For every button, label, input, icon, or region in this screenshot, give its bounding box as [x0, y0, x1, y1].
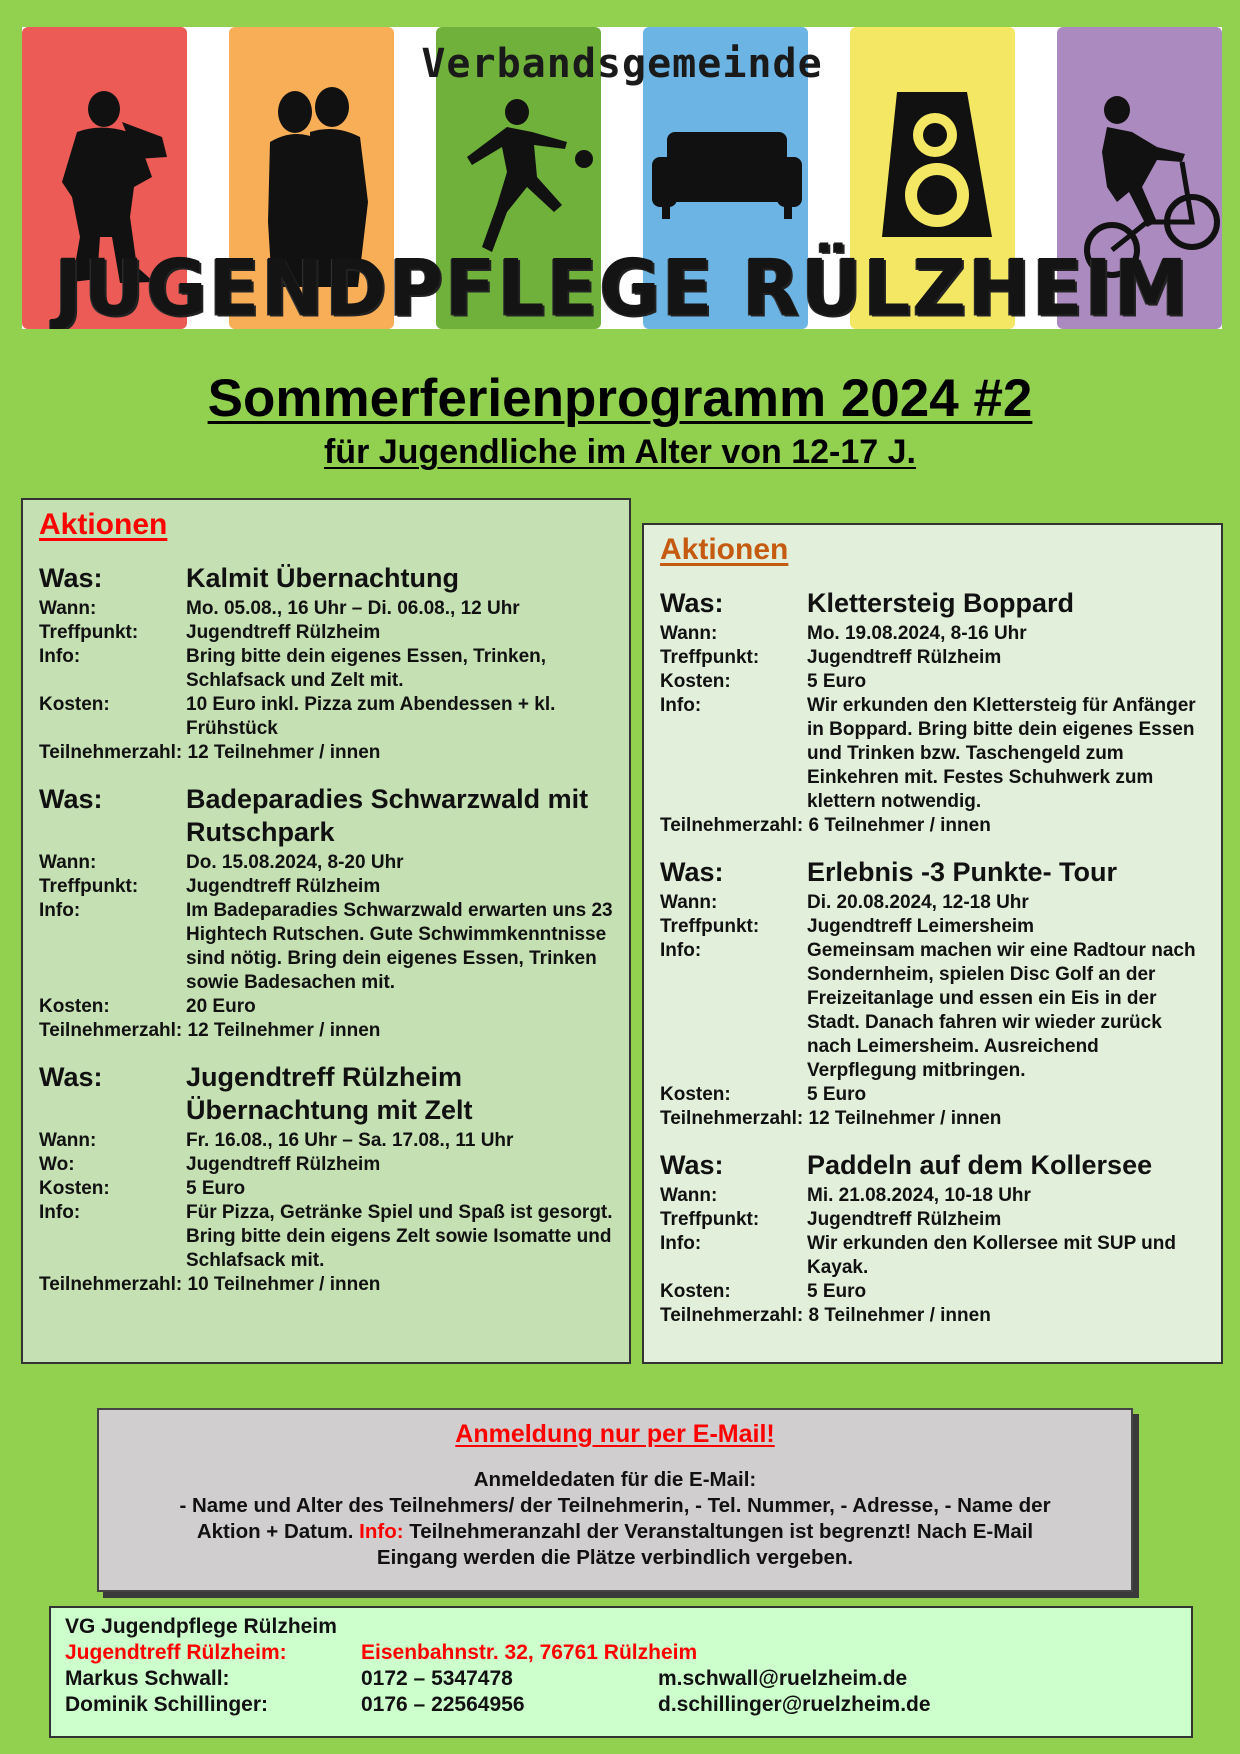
contact-person-line [65, 1692, 1177, 1718]
row-value: Jugendtreff Leimersheim [807, 916, 1034, 937]
row-label: Treffpunkt: [39, 622, 139, 643]
registration-line-3a: Aktion + Datum. [196, 1520, 360, 1543]
registration-box [97, 1408, 1133, 1592]
row-label: Wann: [660, 892, 718, 913]
row-value: Mo. 19.08.2024, 8-16 Uhr [807, 623, 1027, 644]
participants: Teilnehmerzahl: 12 Teilnehmer / innen [660, 1108, 1002, 1129]
row-value: Jugendtreff Rülzheim [807, 647, 1002, 668]
row-value: Jugendtreff Rülzheim [186, 876, 381, 897]
row-value: Wir erkunden den Kollersee mit SUP und Kayak. [807, 1233, 1176, 1278]
contact-email[interactable]: d.schillinger@ruelzheim.de [658, 1693, 931, 1716]
event-card [660, 1149, 1205, 1328]
was-label: Was: [660, 857, 724, 887]
row-value: 5 Euro [807, 1084, 867, 1105]
contact-venue-label: Jugendtreff Rülzheim: [65, 1641, 287, 1664]
registration-info-label: Info: [359, 1520, 404, 1543]
page-subtitle: für Jugendliche im Alter von 12-17 J. [323, 433, 916, 471]
page-title: Sommerferienprogramm 2024 #2 [207, 369, 1033, 428]
contact-org: VG Jugendpflege Rülzheim [65, 1615, 337, 1638]
row-value: Jugendtreff Rülzheim [186, 1154, 381, 1175]
event-title: Paddeln auf dem Kollersee [807, 1150, 1153, 1180]
row-value: Di. 20.08.2024, 12-18 Uhr [807, 892, 1029, 913]
banner-subtitle: Verbandsgemeinde [421, 41, 823, 87]
row-label: Treffpunkt: [660, 1209, 760, 1230]
contact-venue-line [65, 1640, 1177, 1666]
row-label: Treffpunkt: [660, 647, 760, 668]
row-value: 5 Euro [186, 1178, 246, 1199]
event-card [660, 587, 1205, 838]
event-title: Klettersteig Boppard [807, 588, 1075, 618]
contact-name: Dominik Schillinger: [65, 1693, 269, 1716]
row-value: 20 Euro [186, 996, 256, 1017]
contact-email[interactable]: m.schwall@ruelzheim.de [658, 1667, 908, 1690]
row-label: Treffpunkt: [39, 876, 139, 897]
row-value: Jugendtreff Rülzheim [807, 1209, 1002, 1230]
event-card [660, 856, 1205, 1131]
row-label: Info: [39, 1202, 81, 1223]
activities-box-right [642, 523, 1223, 1364]
row-label: Info: [660, 940, 702, 961]
contact-phone: 0172 – 5347478 [361, 1667, 513, 1690]
box-heading: Aktionen [39, 508, 168, 541]
contact-phone: 0176 – 22564956 [361, 1693, 525, 1716]
was-label: Was: [660, 1150, 724, 1180]
registration-line-3b: Teilnehmeranzahl der Veranstaltungen ist begrenzt! Nach E-Mail [403, 1520, 1034, 1543]
row-label: Kosten: [660, 1281, 731, 1302]
header-banner [22, 27, 1222, 329]
box-heading: Aktionen [660, 533, 789, 566]
was-label: Was: [39, 1062, 103, 1092]
row-value: Im Badeparadies Schwarzwald erwarten uns 23 Hightech Rutschen. Gute Schwimmkenntnisse sind nötig. Bring dein eigenes Essen, Trinken sowie Badesachen mit. [186, 900, 613, 993]
row-value: Für Pizza, Getränke Spiel und Spaß ist gesorgt. Bring bitte dein eigens Zelt sowie Isomatte und Schlafsack mit. [186, 1202, 613, 1271]
row-value: 10 Euro inkl. Pizza zum Abendessen + kl. Frühstück [186, 694, 556, 739]
activities-box-left [21, 498, 631, 1364]
contact-person-line [65, 1666, 1177, 1692]
speaker-icon [877, 87, 997, 247]
participants: Teilnehmerzahl: 12 Teilnehmer / innen [39, 742, 381, 763]
row-value: Bring bitte dein eigenes Essen, Trinken, Schlafsack und Zelt mit. [186, 646, 547, 691]
row-label: Treffpunkt: [660, 916, 760, 937]
registration-line-2: - Name und Alter des Teilnehmers/ der Teilnehmerin, - Tel. Nummer, - Adresse, - Name der [179, 1494, 1051, 1517]
participants: Teilnehmerzahl: 12 Teilnehmer / innen [39, 1020, 381, 1041]
event-title: Jugendtreff Rülzheim Übernachtung mit Zelt [186, 1062, 473, 1125]
row-value: Mo. 05.08., 16 Uhr – Di. 06.08., 12 Uhr [186, 598, 520, 619]
contact-box [49, 1606, 1193, 1738]
event-title: Badeparadies Schwarzwald mit Rutschpark [186, 784, 589, 847]
contact-org-line [65, 1614, 1177, 1640]
row-value: Fr. 16.08., 16 Uhr – Sa. 17.08., 11 Uhr [186, 1130, 514, 1151]
registration-line-3 [99, 1519, 1131, 1545]
event-card [39, 783, 613, 1043]
was-label: Was: [660, 588, 724, 618]
registration-line-1: Anmeldedaten für die E-Mail: [473, 1468, 757, 1491]
row-value: Do. 15.08.2024, 8-20 Uhr [186, 852, 404, 873]
row-label: Info: [660, 1233, 702, 1254]
contact-venue-address: Eisenbahnstr. 32, 76761 Rülzheim [361, 1641, 698, 1664]
row-value: Jugendtreff Rülzheim [186, 622, 381, 643]
event-card [39, 562, 613, 765]
was-label: Was: [39, 563, 103, 593]
row-value: 5 Euro [807, 671, 867, 692]
row-label: Wann: [39, 598, 97, 619]
row-value: Wir erkunden den Klettersteig für Anfänger in Boppard. Bring bitte dein eigenes Essen und Trinken bzw. Taschengeld zum Einkehren mit. Festes Schuhwerk zum klettern notwendig. [807, 695, 1196, 812]
row-label: Kosten: [39, 1178, 110, 1199]
contact-name: Markus Schwall: [65, 1667, 230, 1690]
participants: Teilnehmerzahl: 10 Teilnehmer / innen [39, 1274, 381, 1295]
registration-title: Anmeldung nur per E-Mail! [455, 1420, 775, 1448]
row-label: Wann: [39, 852, 97, 873]
participants: Teilnehmerzahl: 8 Teilnehmer / innen [660, 1305, 991, 1326]
row-label: Info: [39, 900, 81, 921]
row-label: Kosten: [39, 996, 110, 1017]
row-value: Mi. 21.08.2024, 10-18 Uhr [807, 1185, 1031, 1206]
row-value: Gemeinsam machen wir eine Radtour nach Sondernheim, spielen Disc Golf an der Freizeitanlage und essen ein Eis in der Stadt. Danach fahren wir wieder zurück nach Leimersheim. Ausreichend Verpflegung mitbringen. [807, 940, 1196, 1081]
was-label: Was: [39, 784, 103, 814]
banner-title: JUGENDPFLEGE RÜLZHEIM [54, 242, 1190, 329]
registration-line-4: Eingang werden die Plätze verbindlich vergeben. [376, 1546, 854, 1569]
event-card [39, 1061, 613, 1297]
football-player-icon [462, 87, 602, 257]
row-label: Wann: [660, 623, 718, 644]
row-label: Kosten: [660, 1084, 731, 1105]
event-title: Kalmit Übernachtung [186, 563, 460, 593]
row-label: Wo: [39, 1154, 75, 1175]
row-label: Info: [39, 646, 81, 667]
row-value: 5 Euro [807, 1281, 867, 1302]
row-label: Kosten: [660, 671, 731, 692]
sofa-icon [647, 122, 807, 222]
row-label: Wann: [660, 1185, 718, 1206]
row-label: Info: [660, 695, 702, 716]
participants: Teilnehmerzahl: 6 Teilnehmer / innen [660, 815, 991, 836]
row-label: Kosten: [39, 694, 110, 715]
row-label: Wann: [39, 1130, 97, 1151]
event-title: Erlebnis -3 Punkte- Tour [807, 857, 1118, 887]
